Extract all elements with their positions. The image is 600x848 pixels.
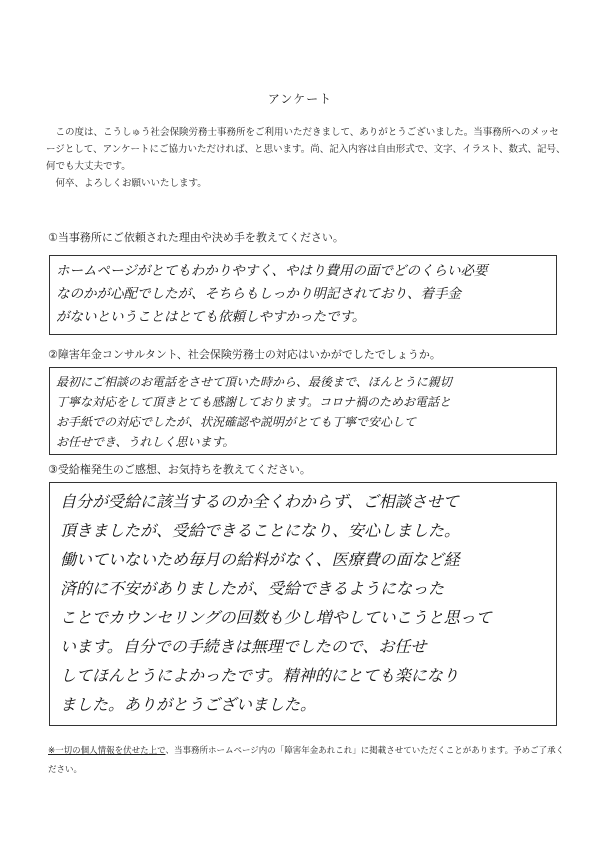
answer-line: 丁寧な対応をして頂きとても感謝しております。コロナ禍のためお電話と [56, 395, 452, 409]
intro-closing: 何卒、よろしくお願いいたします。 [55, 178, 207, 189]
question-2-label: ②障害年金コンサルタント、社会保険労務士の対応はいかがでしたでしょうか。 [48, 348, 441, 361]
question-3-label: ③受給権発生のご感想、お気持ちを教えてください。 [48, 463, 311, 476]
answer-1-box [49, 255, 557, 335]
answer-line: ホームページがとてもわかりやすく、やはり費用の面でどのくらい必要 [56, 263, 488, 279]
answer-3-box [49, 482, 557, 726]
answer-line: なのかが心配でしたが、そちらもしっかり明記されており、着手金 [56, 286, 461, 302]
answer-line: がないということはとても依頼しやすかったです。 [56, 309, 366, 325]
footnote-text: 、当事務所ホームページ内の「障害年金あれこれ」に掲載させていただくことがあります。予めご了承ください。 [48, 746, 565, 775]
answer-line: してほんとうによかったです。精神的にとても楽になり [60, 666, 459, 685]
answer-line: 働いていないため毎月の給料がなく、医療費の面など経 [60, 550, 460, 569]
answer-line: 最初にご相談のお電話をさせて頂いた時から、最後まで、ほんとうに親切 [56, 375, 452, 389]
answer-line: 頂きましたが、受給できることになり、安心しました。 [60, 521, 461, 540]
intro-text [46, 124, 566, 192]
answer-line: 自分が受給に該当するのか全くわからず、ご相談させて [60, 492, 459, 511]
answer-line: います。自分での手続きは無理でしたので、お任せ [60, 637, 427, 656]
answer-line: お手紙での対応でしたが、状況確認や説明がとても丁寧で安心して [56, 415, 417, 429]
answer-line: ことでカウンセリングの回数も少し増やしていこうと思って [60, 608, 492, 627]
answer-line: 済的に不安がありましたが、受給できるようになった [60, 579, 445, 598]
intro-paragraph: この度は、こうしゅう社会保険労務士事務所をご利用いただきまして、ありがとうございました。当事務所へのメッセージとして、アンケートにご協力いただければ、と思います。尚、記入内容は自由形式で、文字、イラスト、数式、記号、何でも大丈夫です。 [46, 127, 566, 172]
question-1-label: ①当事務所にご依頼された理由や決め手を教えてください。 [48, 231, 344, 244]
footnote-underlined: ※一切の個人情報を伏せた上で [48, 746, 166, 756]
answer-2-box [49, 367, 557, 455]
answer-line: ました。ありがとうございました。 [60, 695, 317, 714]
page-title: アンケート [267, 92, 333, 106]
footnote [48, 742, 568, 780]
answer-line: お任せでき、うれしく思います。 [56, 435, 235, 449]
